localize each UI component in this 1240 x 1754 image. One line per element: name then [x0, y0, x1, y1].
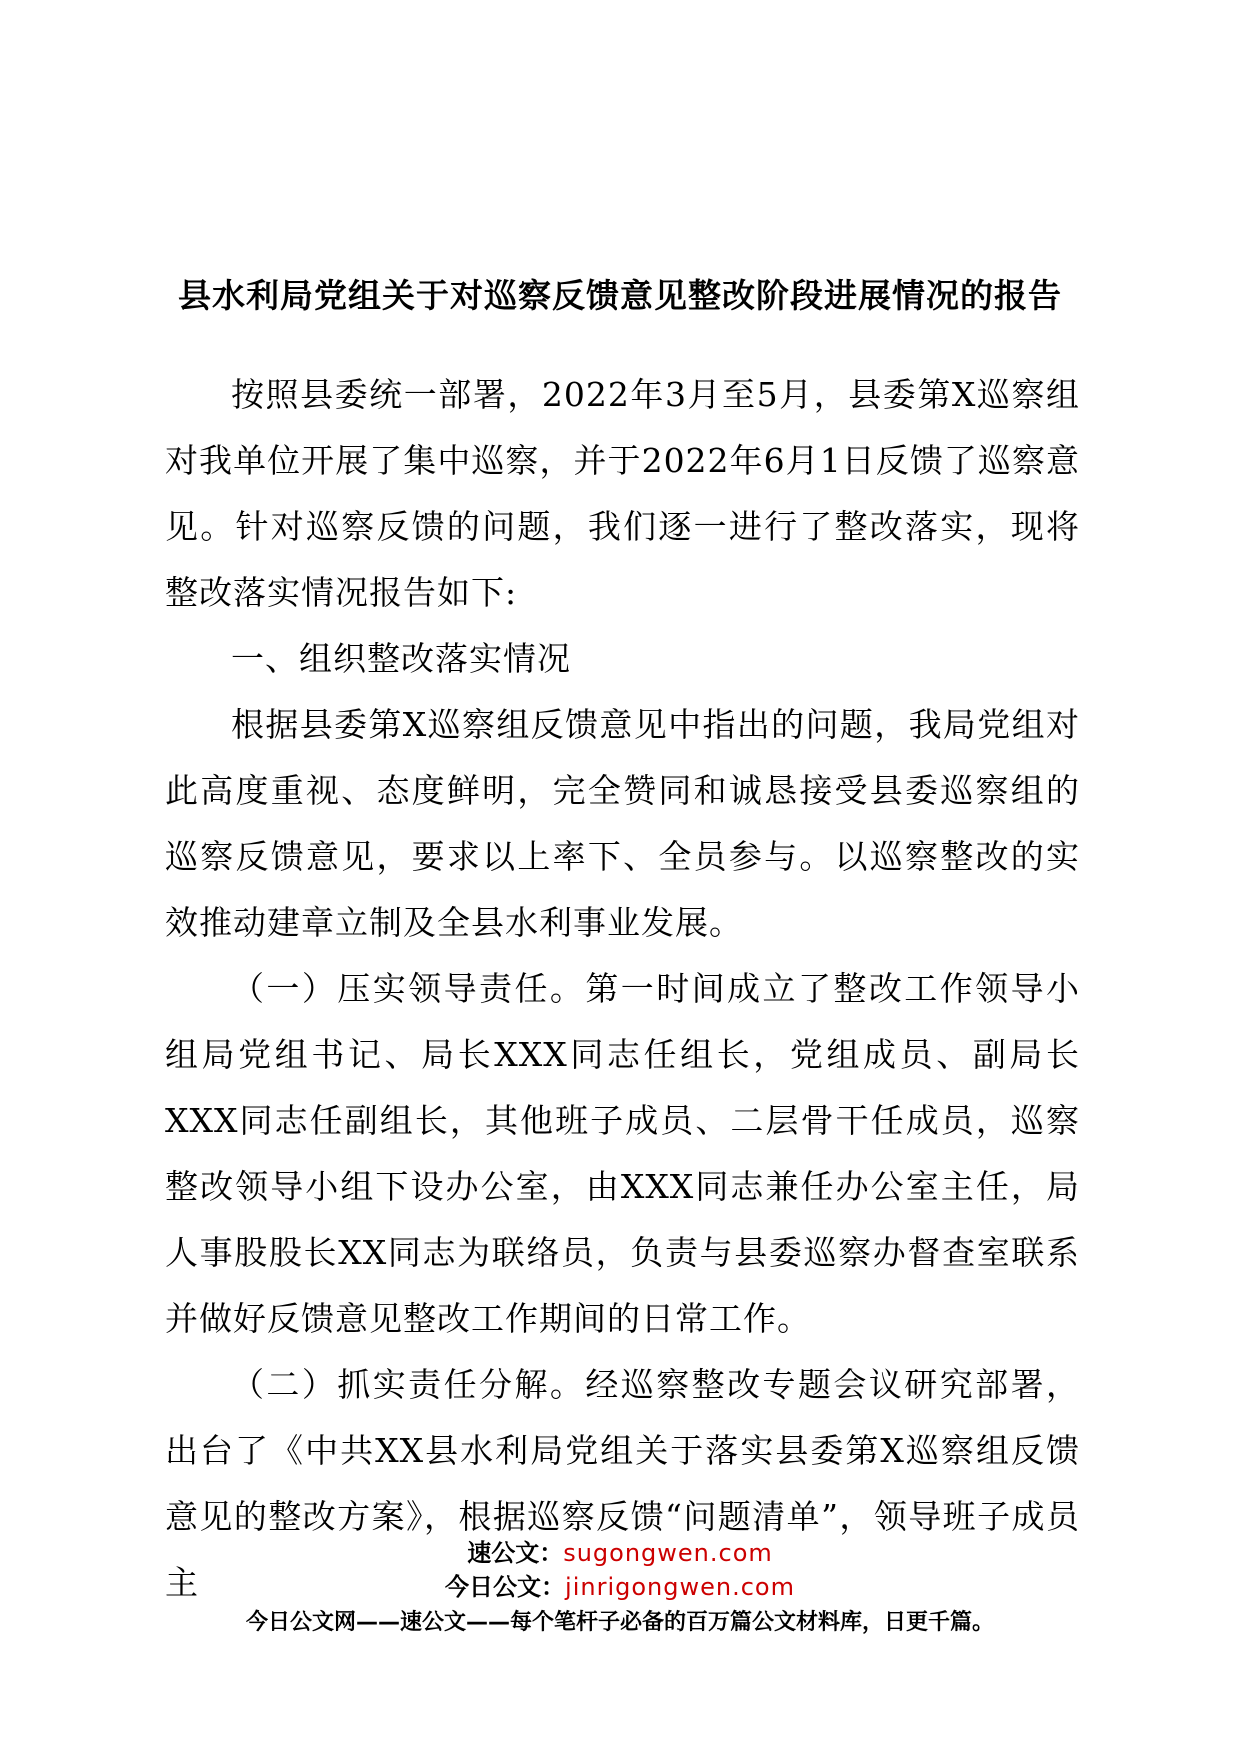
section-heading-1: 一、组织整改落实情况 — [231, 639, 571, 678]
footer-label-2: 今日公文： — [445, 1573, 566, 1601]
footer-line-jinrigongwen — [0, 1570, 1240, 1604]
footer-link-sugongwen[interactable]: sugongwen.com — [563, 1539, 773, 1567]
footer-label-1: 速公文： — [467, 1539, 564, 1567]
paragraph-intro: 按照县委统一部署，2022年3月至5月，县委第X巡察组对我单位开展了集中巡察，并于2022年6月1日反馈了巡察意见。针对巡察反馈的问题，我们逐一进行了整改落实，现将整改落实情况报告如下: — [165, 375, 1080, 612]
paragraph-subsection-2: （二）抓实责任分解。经巡察整改专题会议研究部署，出台了《中共XX县水利局党组关于落实县委第X巡察组反馈意见的整改方案》，根据巡察反馈“问题清单”，领导班子成员主 — [165, 1365, 1080, 1602]
footer-slogan: 今日公文网——速公文——每个笔杆子必备的百万篇公文材料库，日更千篇。 — [245, 1610, 994, 1635]
paragraph-section-1: 根据县委第X巡察组反馈意见中指出的问题，我局党组对此高度重视、态度鲜明，完全赞同和诚恳接受县委巡察组的巡察反馈意见，要求以上率下、全员参与。以巡察整改的实效推动建章立制及全县水利事业发展。 — [165, 705, 1080, 942]
footer-watermark — [0, 1536, 1240, 1640]
paragraph-subsection-1: （一）压实领导责任。第一时间成立了整改工作领导小组局党组书记、局长XXX同志任组长，党组成员、副局长XXX同志任副组长，其他班子成员、二层骨干任成员，巡察整改领导小组下设办公室，由XXX同志兼任办公室主任，局人事股股长XX同志为联络员，负责与县委巡察办督查室联系并做好反馈意见整改工作期间的日常工作。 — [165, 969, 1080, 1338]
footer-link-jinrigongwen[interactable]: jinrigongwen.com — [565, 1573, 795, 1601]
document-title: 县水利局党组关于对巡察反馈意见整改阶段进展情况的报告 — [178, 276, 1062, 315]
document-body — [165, 362, 1080, 1616]
footer-line-sugongwen — [0, 1536, 1240, 1570]
